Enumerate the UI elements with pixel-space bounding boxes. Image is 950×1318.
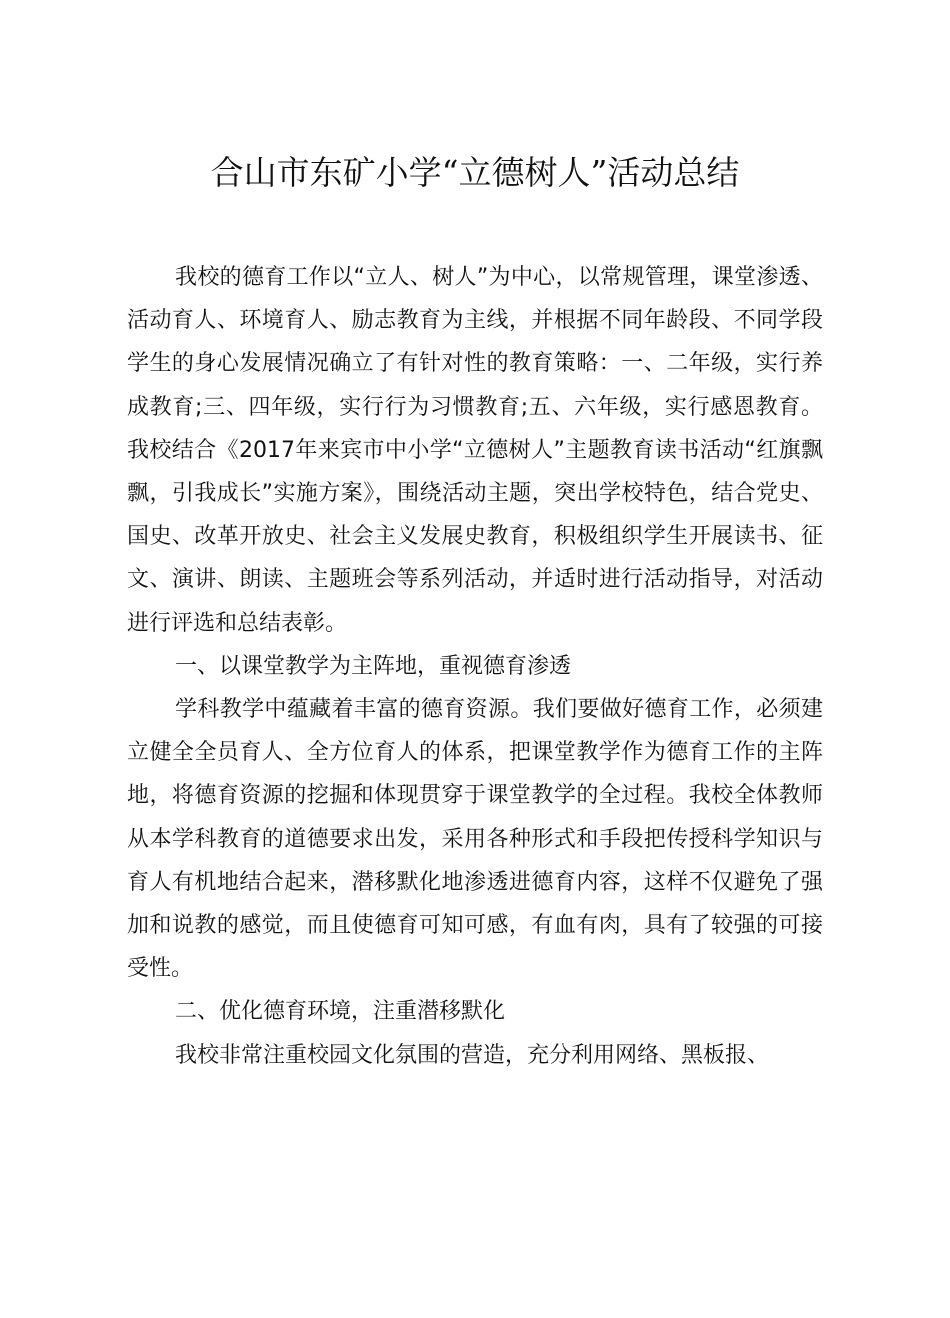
section-heading-2: 二、优化德育环境，注重潜移默化 bbox=[175, 999, 506, 1025]
paragraph-section-1: 学科教学中蕴藏着丰富的德育资源。我们要做好德育工作，必须建立健全全员育人、全方位育人的体系，把课堂教学作为德育工作的主阵地，将德育资源的挖掘和体现贯穿于课堂教学的全过程。我校全体教师从本学科教育的道德要求出发，采用各种形式和手段把传授科学知识与育人有机地结合起来，潜移默化地渗透进德育内容，这样不仅避免了强加和说教的感觉，而且使德育可知可感，有血有肉，具有了较强的可接受性。 bbox=[127, 697, 823, 982]
paragraph-section-2: 我校非常注重校园文化氛围的营造，充分利用网络、黑板报、 bbox=[175, 1042, 770, 1068]
section-heading-1: 一、以课堂教学为主阵地，重视德育渗透 bbox=[175, 653, 572, 679]
paragraph-intro: 我校的德育工作以“立人、树人”为中心，以常规管理，课堂渗透、活动育人、环境育人、励志教育为主线，并根据不同年龄段、不同学段学生的身心发展情况确立了有针对性的教育策略：一、二年级，实行养成教育;三、四年级，实行行为习惯教育;五、六年级，实行感恩教育。我校结合《2017年来宾市中小学“立德树人”主题教育读书活动“红旗飘飘，引我成长”实施方案》，围绕活动主题，突出学校特色，结合党史、国史、改革开放史、社会主义发展史教育，积极组织学生开展读书、征文、演讲、朗读、主题班会等系列活动，并适时进行活动指导，对活动进行评选和总结表彰。 bbox=[127, 265, 823, 636]
document-body bbox=[127, 256, 823, 1077]
document-title: 合山市东矿小学“立德树人”活动总结 bbox=[210, 153, 740, 192]
